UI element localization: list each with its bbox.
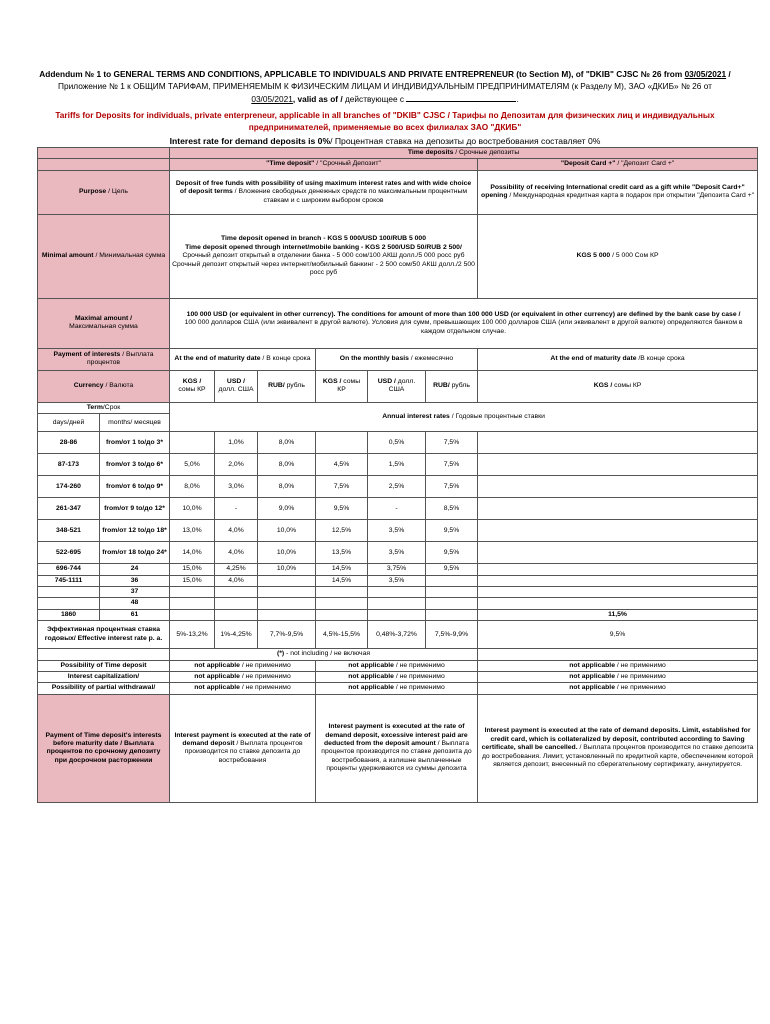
currency-rub-monthly: RUB/ рубль (426, 370, 478, 402)
rate-cell-months: from/от 1 to/до 3* (100, 432, 170, 454)
rate-cell-c1: 8,0% (170, 476, 215, 498)
rate-cell-c7 (478, 498, 758, 520)
rate-cell-c7 (478, 432, 758, 454)
rate-cell-c1: 15,0% (170, 575, 215, 586)
effective-rate-c6: 7,5%-9,9% (426, 621, 478, 649)
rate-cell-c1: 13,0% (170, 520, 215, 542)
rate-row (38, 432, 758, 454)
rate-cell-c1 (170, 598, 215, 609)
minimal-amount-deposit-card: KGS 5 000 / 5 000 Сом КР (478, 214, 758, 298)
rate-cell-months: 36 (100, 575, 170, 586)
rate-cell-c3 (258, 587, 316, 598)
effective-rate-c4: 4,5%-15,5% (316, 621, 368, 649)
rate-row (38, 575, 758, 586)
payment-of-interests-label: Payment of interests / Выплата процентов (38, 348, 170, 370)
rate-cell-days: 261-347 (38, 498, 100, 520)
rate-row (38, 498, 758, 520)
rate-cell-c4: 14,5% (316, 564, 368, 575)
rate-cell-c3: 10,0% (258, 542, 316, 564)
rate-cell-c7 (478, 542, 758, 564)
rate-row (38, 564, 758, 575)
rate-cell-c7 (478, 476, 758, 498)
rate-row (38, 587, 758, 598)
rate-cell-c1 (170, 432, 215, 454)
addendum-title-en: Addendum № 1 to GENERAL TERMS AND CONDITIONS, APPLICABLE TO INDIVIDUALS AND PRIVATE ENTREPRENEUR (to Section M), of "DKIB" CJSC № 26 from 03/05/2021 / (39, 69, 731, 79)
early-payment-2: Interest payment is executed at the rate of demand deposit, excessive interest paid are deducted from the deposit amount / Выплата процентов производится по ставке депозита до востребования, а излишне выплаченные проценты удерживаются из суммы депозита (316, 694, 478, 802)
rate-cell-c6: 8,5% (426, 498, 478, 520)
currency-kgs-monthly: KGS / сомы КР (316, 370, 368, 402)
rate-cell-c2 (215, 587, 258, 598)
effective-rate-c1: 5%-13,2% (170, 621, 215, 649)
rate-cell-days: 174-260 (38, 476, 100, 498)
rate-cell-c5 (368, 598, 426, 609)
rate-row (38, 476, 758, 498)
rate-cell-c3: 8,0% (258, 454, 316, 476)
rate-cell-c6: 9,5% (426, 564, 478, 575)
minimal-amount-label: Minimal amount / Минимальная сумма (38, 214, 170, 298)
rate-cell-c5: 3,5% (368, 542, 426, 564)
rate-cell-months: from/от 3 to/до 6* (100, 454, 170, 476)
maximal-amount-label: Maximal amount / Максимальная сумма (38, 298, 170, 348)
currency-rub: RUB/ рубль (258, 370, 316, 402)
rate-cell-c3: 9,0% (258, 498, 316, 520)
rate-cell-c5: 3,5% (368, 520, 426, 542)
effective-rate-c5: 0,48%-3,72% (368, 621, 426, 649)
rate-cell-c6 (426, 609, 478, 620)
rate-cell-days: 745-1111 (38, 575, 100, 586)
time-deposits-header: Time deposits / Срочные депозиты (170, 148, 758, 159)
rate-cell-c5: 2,5% (368, 476, 426, 498)
rate-cell-c7 (478, 454, 758, 476)
rate-cell-c6: 9,5% (426, 520, 478, 542)
currency-label: Currency / Валюта (38, 370, 170, 402)
rate-cell-c5: 0,5% (368, 432, 426, 454)
payment-monthly: On the monthly basis / ежемесячно (316, 348, 478, 370)
rate-cell-c3: 8,0% (258, 432, 316, 454)
rate-cell-c6: 9,5% (426, 542, 478, 564)
rate-cell-c4: 13,5% (316, 542, 368, 564)
na-1: not applicable / не применимо (170, 660, 316, 671)
rate-row (38, 520, 758, 542)
rate-cell-months: from/от 9 to/до 12* (100, 498, 170, 520)
payment-deposit-card: At the end of maturity date /В конце срока (478, 348, 758, 370)
rate-cell-c7 (478, 598, 758, 609)
early-payment-1: Interest payment is executed at the rate of demand deposit / Выплата процентов производится по ставке депозита до востребования (170, 694, 316, 802)
rate-cell-c1 (170, 587, 215, 598)
rate-cell-c4: 7,5% (316, 476, 368, 498)
rate-row (38, 609, 758, 620)
rate-row (38, 598, 758, 609)
rate-cell-days: 87-173 (38, 454, 100, 476)
rate-cell-c4 (316, 609, 368, 620)
deposit-tariff-table (37, 147, 758, 803)
rate-cell-c5 (368, 609, 426, 620)
purpose-deposit-card: Possibility of receiving International credit card as a gift while "Deposit Card+" opening / Международная кредитная карта в подарок при открытии "Депозита Card +" (478, 170, 758, 214)
addendum-title-ru: Приложение № 1 к ОБЩИМ ТАРИФАМ, ПРИМЕНЯЕМЫМ К ФИЗИЧЕСКИМ ЛИЦАМ И ИНДИВИДУАЛЬНЫМ ПРЕДПРИНИМАТЕЛЯМ (к Разделу М), ЗАО «ДКИБ» № 26 от (58, 81, 712, 91)
early-payment-label: Payment of Time deposit's interests before maturity date / Выплата процентов по срочному депозиту при досрочном расторжении (38, 694, 170, 802)
rate-cell-months: 48 (100, 598, 170, 609)
tariffs-title-2: предпринимателей, применяемые во всех филиалах ЗАО "ДКИБ" (248, 122, 522, 132)
effective-rate-c3: 7,7%-9,5% (258, 621, 316, 649)
maximal-amount-text: 100 000 USD (or equivalent in other currency). The conditions for amount of more than 100 000 USD (or equivalent in other currency) are defined by the bank case by case / 100 000 долларов США (или эквивалент в другой валюте). Условия для сумм, превышающих 100 000 долларов США (или эквивалент в другой валюте) определяются банком в каждом отдельном случае. (170, 298, 758, 348)
rate-cell-days: 1860 (38, 609, 100, 620)
na-4: not applicable / не применимо (170, 672, 316, 683)
payment-end-of-term: At the end of maturity date / В конце срока (170, 348, 316, 370)
rate-cell-c2: 2,0% (215, 454, 258, 476)
rate-cell-c2: 4,0% (215, 520, 258, 542)
rate-cell-c6 (426, 598, 478, 609)
early-payment-3: Interest payment is executed at the rate of demand deposits. Limit, established for credit card, which is collateralized by deposit, contributed according to Saving certificate, shall be cancelled. / Выплата процентов производится по ставке депозита до востребования. Лимит, установленный по кредитной карте, обеспечением которой является депозит, внесенный по сберегательному сертификату, аннулируется. (478, 694, 758, 802)
rate-cell-months: 61 (100, 609, 170, 620)
addendum-date-line: 03/05/2021, valid as of / действующее с . (251, 94, 519, 104)
rate-cell-c1: 5,0% (170, 454, 215, 476)
rate-cell-c5: 3,5% (368, 575, 426, 586)
possibility-time-deposit-label: Possibility of Time deposit (38, 660, 170, 671)
currency-kgs: KGS / сомы КР (170, 370, 215, 402)
rate-cell-c6: 7,5% (426, 476, 478, 498)
tariffs-title-1: Tariffs for Deposits for individuals, private enterpreneur, applicable in all branches of "DKIB" CJSC / Тарифы по Депозитам для физических лиц и индивидуальных (55, 110, 715, 120)
rate-cell-c3: 10,0% (258, 564, 316, 575)
rate-cell-c7: 11,5% (478, 609, 758, 620)
rate-cell-c2 (215, 609, 258, 620)
rate-cell-months: from/от 6 to/до 9* (100, 476, 170, 498)
rate-cell-c2: 1,0% (215, 432, 258, 454)
annual-rates-label: Annual interest rates / Годовые процентные ставки (170, 402, 758, 431)
rate-cell-c7 (478, 564, 758, 575)
na-6: not applicable / не применимо (478, 672, 758, 683)
na-7: not applicable / не применимо (170, 683, 316, 694)
rate-cell-c2: 4,0% (215, 542, 258, 564)
rate-cell-days: 348-521 (38, 520, 100, 542)
currency-card: KGS / сомы КР (478, 370, 758, 402)
rate-cell-c5: - (368, 498, 426, 520)
rate-cell-c4: 12,5% (316, 520, 368, 542)
rate-cell-c4 (316, 598, 368, 609)
rate-cell-c1: 10,0% (170, 498, 215, 520)
rate-cell-c2: - (215, 498, 258, 520)
rate-cell-c3: 10,0% (258, 520, 316, 542)
rate-cell-c3 (258, 575, 316, 586)
rate-cell-days: 696-744 (38, 564, 100, 575)
currency-usd: USD / долл. США (215, 370, 258, 402)
rate-rows (38, 432, 758, 621)
not-including-note: (*) - not including / не включая (170, 649, 478, 660)
minimal-amount-time-deposit: Time deposit opened in branch - KGS 5 000/USD 100/RUB 5 000 Time deposit opened through internet/mobile banking - KGS 2 500/USD 50/RUB 2 500/ Срочный депозит открытый в отделении банка - 5 000 сом/100 АКШ долл./5 000 росс руб Срочный депозит открытый через интернет/мобильный банкинг - 2 500 сом/50 АКШ долл./2 500 росс руб (170, 214, 478, 298)
purpose-label: Purpose / Цель (38, 170, 170, 214)
rate-cell-months: 37 (100, 587, 170, 598)
rate-cell-c2: 4,0% (215, 575, 258, 586)
rate-cell-months: 24 (100, 564, 170, 575)
date-blank (406, 93, 516, 102)
na-8: not applicable / не применимо (316, 683, 478, 694)
rate-cell-c1: 14,0% (170, 542, 215, 564)
na-2: not applicable / не применимо (316, 660, 478, 671)
rate-cell-c6 (426, 587, 478, 598)
rate-cell-c6: 7,5% (426, 432, 478, 454)
currency-usd-monthly: USD / долл. США (368, 370, 426, 402)
rate-cell-months: from/от 12 to/до 18* (100, 520, 170, 542)
rate-cell-days: 522-695 (38, 542, 100, 564)
rate-cell-c5 (368, 587, 426, 598)
rate-cell-c2: 3,0% (215, 476, 258, 498)
partial-withdrawal-label: Possibility of partial withdrawal/ (38, 683, 170, 694)
rate-row (38, 454, 758, 476)
rate-cell-c1 (170, 609, 215, 620)
effective-rate-label: Эффективная процентная ставка годовых/ Effective interest rate p. a. (38, 621, 170, 649)
rate-cell-c5: 3,75% (368, 564, 426, 575)
rate-cell-c2: 4,25% (215, 564, 258, 575)
rate-cell-c4 (316, 432, 368, 454)
rate-cell-c7 (478, 575, 758, 586)
rate-cell-c7 (478, 520, 758, 542)
deposit-card-header: "Deposit Card +" / "Депозит Card +" (478, 159, 758, 170)
purpose-time-deposit: Deposit of free funds with possibility of using maximum interest rates and with wide choice of deposit terms / Вложение свободных денежных средств по максимальным процентным ставкам и с широким выбором сроков (170, 170, 478, 214)
rate-cell-c1: 15,0% (170, 564, 215, 575)
rate-cell-days: 28-86 (38, 432, 100, 454)
rate-cell-c4: 14,5% (316, 575, 368, 586)
rate-cell-c6: 7,5% (426, 454, 478, 476)
term-label: Term/Срок (38, 402, 170, 413)
days-label: days/днeй (38, 414, 100, 432)
rate-cell-days (38, 587, 100, 598)
rate-cell-months: from/от 18 to/до 24* (100, 542, 170, 564)
na-3: not applicable / не применимо (478, 660, 758, 671)
rate-cell-c6 (426, 575, 478, 586)
rate-cell-c3 (258, 609, 316, 620)
rate-cell-c4: 9,5% (316, 498, 368, 520)
effective-rate-c2: 1%-4,25% (215, 621, 258, 649)
rate-cell-c2 (215, 598, 258, 609)
rate-cell-days (38, 598, 100, 609)
rate-row (38, 542, 758, 564)
rate-cell-c4: 4,5% (316, 454, 368, 476)
na-5: not applicable / не применимо (316, 672, 478, 683)
rate-cell-c7 (478, 587, 758, 598)
rate-cell-c5: 1,5% (368, 454, 426, 476)
effective-rate-c7: 9,5% (478, 621, 758, 649)
rate-cell-c3: 8,0% (258, 476, 316, 498)
demand-rate-line: Interest rate for demand deposits is 0%/ Процентная ставка на депозиты до востребования составляет 0% (169, 136, 601, 146)
rate-cell-c4 (316, 587, 368, 598)
na-9: not applicable / не применимо (478, 683, 758, 694)
months-label: months/ месяцев (100, 414, 170, 432)
interest-capitalization-label: Interest capitalization/ (38, 672, 170, 683)
rate-cell-c3 (258, 598, 316, 609)
time-deposit-header: "Time deposit" / "Срочный Депозит" (170, 159, 478, 170)
